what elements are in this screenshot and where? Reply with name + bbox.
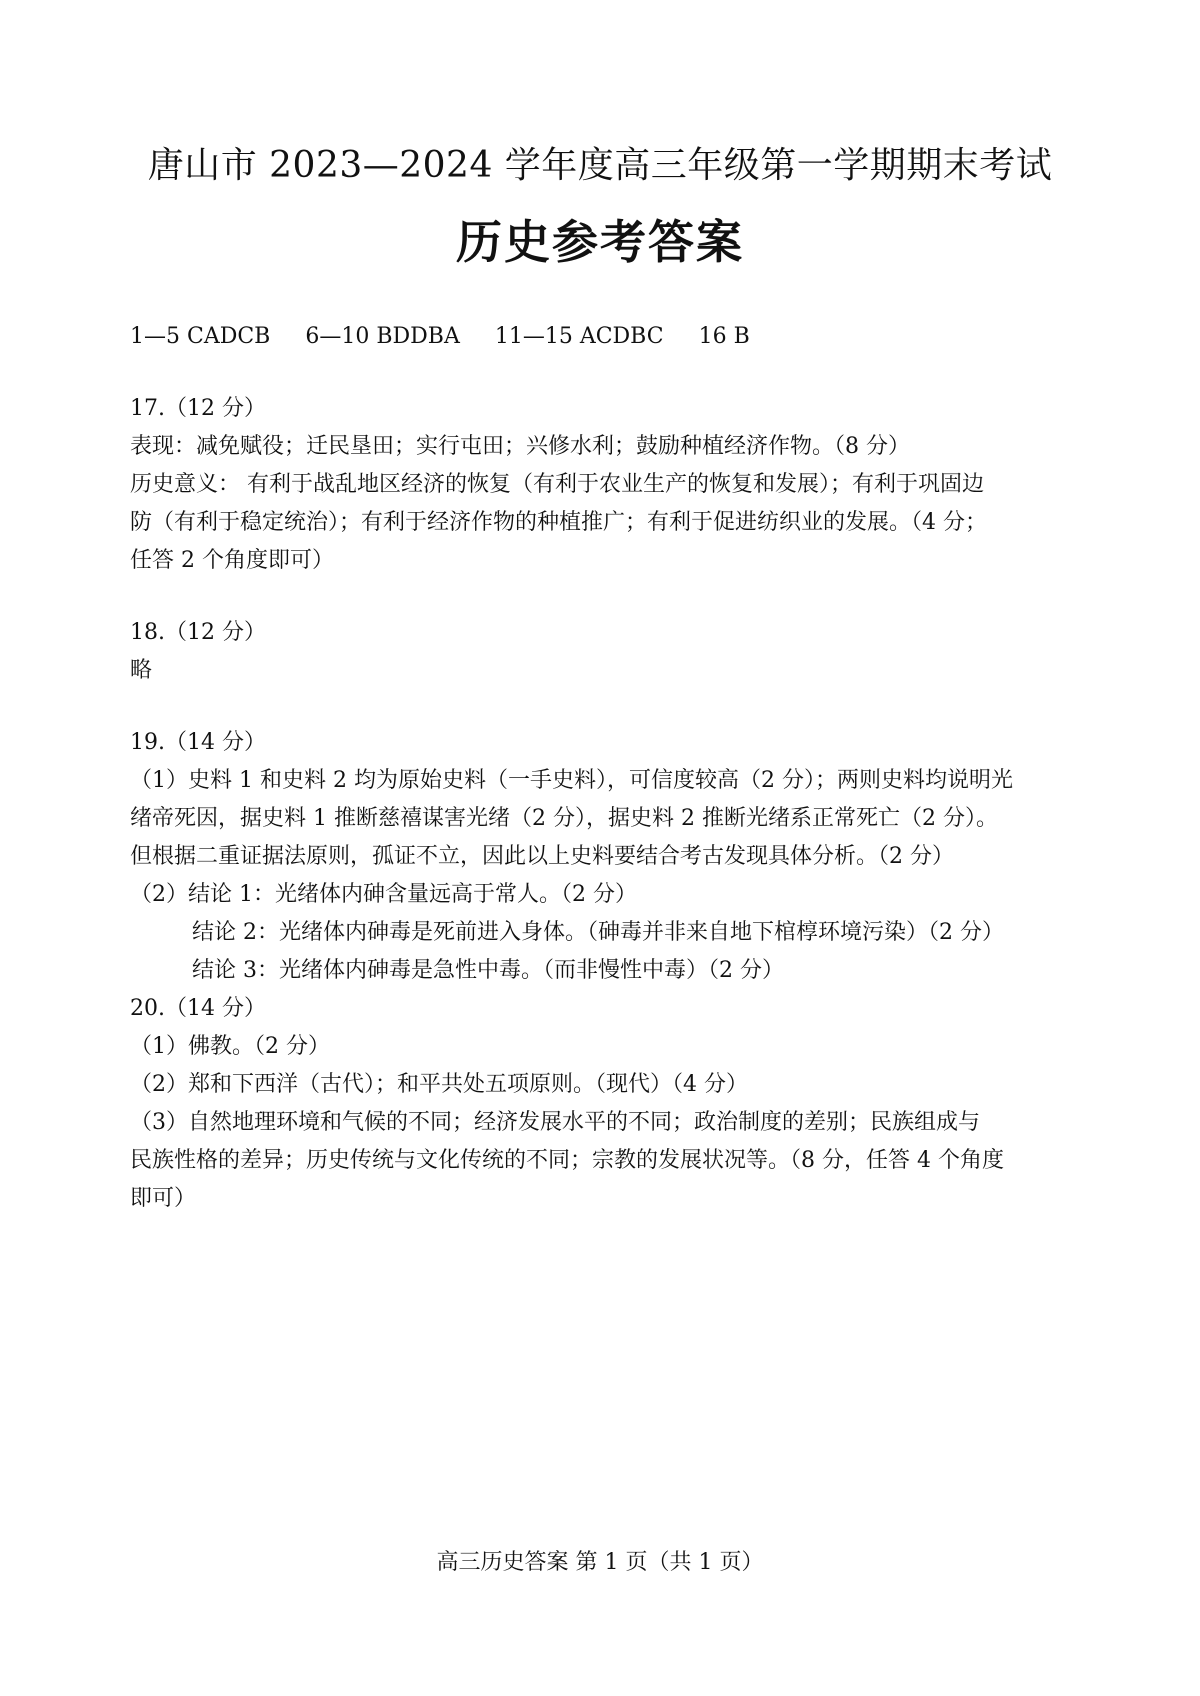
page-footer: 高三历史答案 第 1 页（共 1 页） (436, 1550, 764, 1575)
multiple-choice-answers (130, 318, 1080, 356)
q20-heading: 20.（14 分） (130, 996, 266, 1021)
q20-part3-line-2: 民族性格的差异；历史传统与文化传统的不同；宗教的发展状况等。（8 分，任答 4 个角度 (130, 1148, 1004, 1173)
q19-heading: 19.（14 分） (130, 730, 266, 755)
answer-content (130, 318, 1080, 1218)
mc-group-3: 11—15 ACDBC (494, 324, 664, 349)
q17-heading: 17.（12 分） (130, 396, 266, 421)
q19-part2-line-3: 结论 3：光绪体内砷毒是急性中毒。（而非慢性中毒）（2 分） (192, 958, 784, 983)
question-19 (130, 724, 1080, 990)
mc-group-2: 6—10 BDDBA (305, 324, 460, 349)
q18-heading: 18.（12 分） (130, 620, 266, 645)
exam-title: 唐山市 2023—2024 学年度高三年级第一学期期末考试 (147, 145, 1053, 186)
spacer (130, 356, 1080, 390)
q18-answer: 略 (130, 658, 153, 683)
spacer (130, 690, 1080, 724)
spacer (130, 580, 1080, 614)
question-20 (130, 990, 1080, 1218)
q20-part1: （1）佛教。（2 分） (130, 1034, 330, 1059)
q17-line-1: 表现：减免赋役；迁民垦田；实行屯田；兴修水利；鼓励种植经济作物。（8 分） (130, 434, 910, 459)
q19-part1-line-3: 但根据二重证据法原则，孤证不立，因此以上史料要结合考古发现具体分析。（2 分） (130, 844, 954, 869)
q17-line-4: 任答 2 个角度即可） (130, 548, 334, 573)
q19-part2-line-2: 结论 2：光绪体内砷毒是死前进入身体。（砷毒并非来自地下棺椁环境污染）（2 分） (192, 920, 1004, 945)
q20-part3-line-3: 即可） (130, 1186, 197, 1211)
q17-line-2: 历史意义： 有利于战乱地区经济的恢复（有利于农业生产的恢复和发展）；有利于巩固边 (130, 472, 984, 497)
q19-part1-line-1: （1）史料 1 和史料 2 均为原始史料（一手史料），可信度较高（2 分）；两则史料均说明光 (130, 768, 1013, 793)
mc-group-4: 16 B (698, 324, 750, 349)
q19-part2-line-1: （2）结论 1：光绪体内砷含量远高于常人。（2 分） (130, 882, 637, 907)
question-18 (130, 614, 1080, 690)
q17-line-3: 防（有利于稳定统治）；有利于经济作物的种植推广；有利于促进纺织业的发展。（4 分； (130, 510, 987, 535)
q20-part3-line-1: （3）自然地理环境和气候的不同；经济发展水平的不同；政治制度的差别；民族组成与 (130, 1110, 980, 1135)
document-subtitle: 历史参考答案 (456, 215, 744, 269)
q19-part1-line-2: 绪帝死因，据史料 1 推断慈禧谋害光绪（2 分），据史料 2 推断光绪系正常死亡（2 分）。 (130, 806, 998, 831)
q20-part2: （2）郑和下西洋（古代）；和平共处五项原则。（现代）（4 分） (130, 1072, 748, 1097)
question-17 (130, 390, 1080, 580)
mc-group-1: 1—5 CADCB (130, 324, 271, 349)
